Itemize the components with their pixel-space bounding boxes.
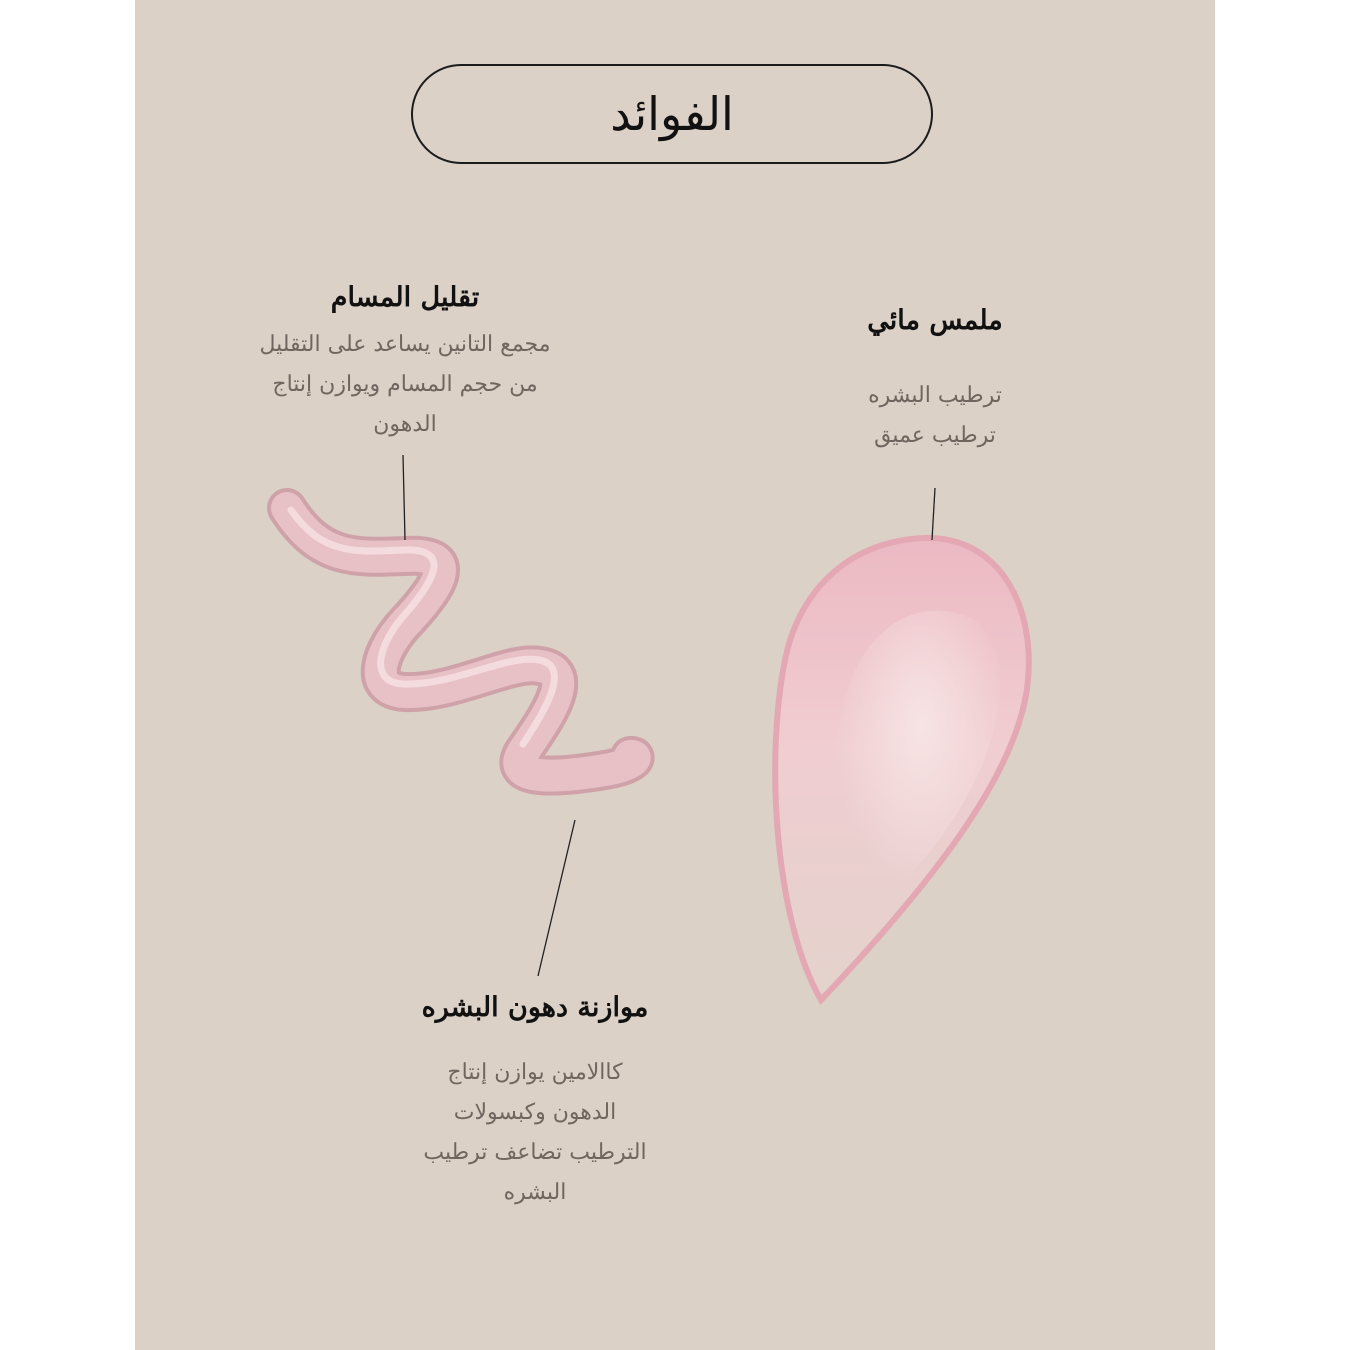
description-line: مجمع التانين يساعد على التقليل <box>259 332 551 357</box>
leader-line-pores <box>403 455 405 540</box>
cream-smear-swatch <box>775 538 1029 1000</box>
description-line: كاالامين يوازن إنتاج <box>447 1060 623 1085</box>
page-title: الفوائد <box>610 87 734 141</box>
leader-line-oil <box>538 820 575 976</box>
infographic-panel <box>135 0 1215 1350</box>
benefit-heading: موازنة دهون البشره <box>421 992 649 1023</box>
benefit-description <box>245 325 565 445</box>
description-line: الترطيب تضاعف ترطيب <box>423 1140 647 1165</box>
description-line: ترطيب البشره <box>868 383 1002 408</box>
benefit-water-texture <box>815 305 1055 456</box>
description-line: الدهون <box>373 412 437 437</box>
description-line: البشره <box>503 1180 567 1205</box>
description-line: من حجم المسام ويوازن إنتاج <box>272 372 538 397</box>
benefit-pore-reduction <box>245 282 565 445</box>
benefit-heading: تقليل المسام <box>330 282 480 313</box>
benefit-description <box>815 376 1055 456</box>
title-pill <box>411 64 933 164</box>
benefit-description <box>355 1053 715 1213</box>
description-line: الدهون وكبسولات <box>453 1100 617 1125</box>
description-line: ترطيب عميق <box>874 423 996 448</box>
benefit-heading: ملمس مائي <box>867 305 1003 336</box>
benefit-oil-balance <box>355 992 715 1213</box>
cream-squiggle-swatch <box>287 508 635 776</box>
leader-line-water <box>932 488 935 540</box>
